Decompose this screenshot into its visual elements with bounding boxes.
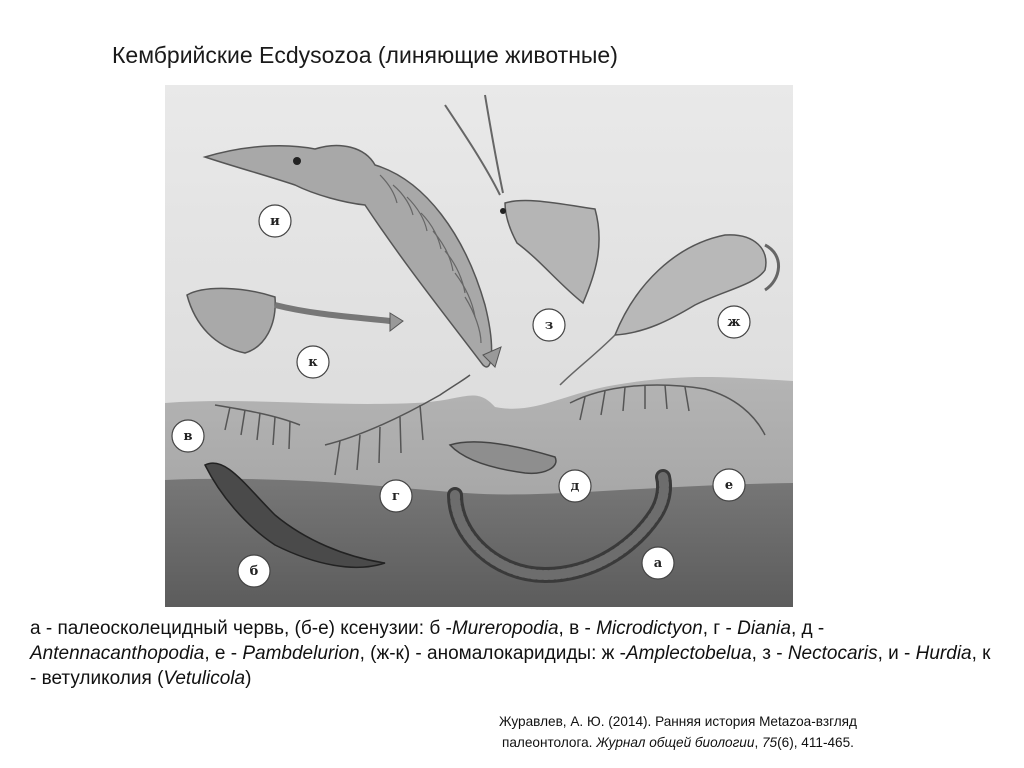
label-k-text: к	[308, 355, 318, 370]
reference-plain-3: (6), 411-465.	[777, 735, 854, 750]
journal-volume: 75	[762, 735, 778, 750]
cambrian-ecdysozoa-illustration	[165, 85, 793, 607]
reference-plain-1: палеонтолога.	[502, 735, 597, 750]
label-e-text: е	[724, 478, 734, 493]
caption-part-8: , и -	[877, 643, 916, 664]
species-hurdia: Hurdia	[915, 643, 972, 664]
literature-reference	[499, 711, 857, 753]
caption-part-7: , з -	[751, 643, 788, 664]
caption-part-2: , в -	[558, 618, 597, 639]
journal-name: Журнал общей биологии	[596, 735, 755, 750]
figure-caption	[30, 616, 995, 691]
caption-part-10: )	[245, 668, 252, 689]
label-g	[380, 480, 412, 512]
slide-title: Кембрийские Ecdysozoa (линяющие животные)	[112, 42, 618, 68]
species-mureropodia: Mureropodia	[451, 618, 559, 639]
species-pambdelurion: Pambdelurion	[242, 643, 360, 664]
caption-part-3: , г -	[702, 618, 738, 639]
label-z	[533, 309, 565, 341]
reference-plain-2: ,	[754, 735, 762, 750]
species-vetulicola: Vetulicola	[163, 668, 246, 689]
label-b-text: б	[249, 564, 259, 579]
caption-part-6: , (ж-к) - аномалокаридиды: ж -	[359, 643, 626, 664]
label-i-text: и	[270, 214, 280, 229]
label-zh	[718, 306, 750, 338]
species-microdictyon: Microdictyon	[596, 618, 703, 639]
label-d	[559, 470, 591, 502]
label-a	[642, 547, 674, 579]
caption-part-1: а - палеосколецидный червь, (б-е) ксенузии: б -	[30, 618, 452, 639]
species-antennacanthopodia: Antennacanthopodia	[30, 643, 205, 664]
label-d-text: д	[570, 479, 580, 494]
label-b	[238, 555, 270, 587]
label-e	[713, 469, 745, 501]
label-zh-text: ж	[727, 315, 741, 330]
label-v	[172, 420, 204, 452]
species-nectocaris: Nectocaris	[787, 643, 878, 664]
species-amplectobelua: Amplectobelua	[625, 643, 752, 664]
label-v-text: в	[183, 429, 193, 444]
caption-part-9: , к - ветуликолия (	[30, 643, 991, 689]
label-k	[297, 346, 329, 378]
reference-line-1: Журавлев, А. Ю. (2014). Ранняя история Metazoa-взгляд	[499, 714, 857, 729]
species-diania: Diania	[737, 618, 791, 639]
label-a-text: а	[653, 556, 663, 571]
label-g-text: г	[392, 489, 400, 504]
caption-part-5: , е -	[204, 643, 243, 664]
label-z-text: з	[544, 318, 554, 333]
reference-line-2	[499, 732, 857, 753]
caption-part-4: , д -	[790, 618, 825, 639]
label-i	[259, 205, 291, 237]
